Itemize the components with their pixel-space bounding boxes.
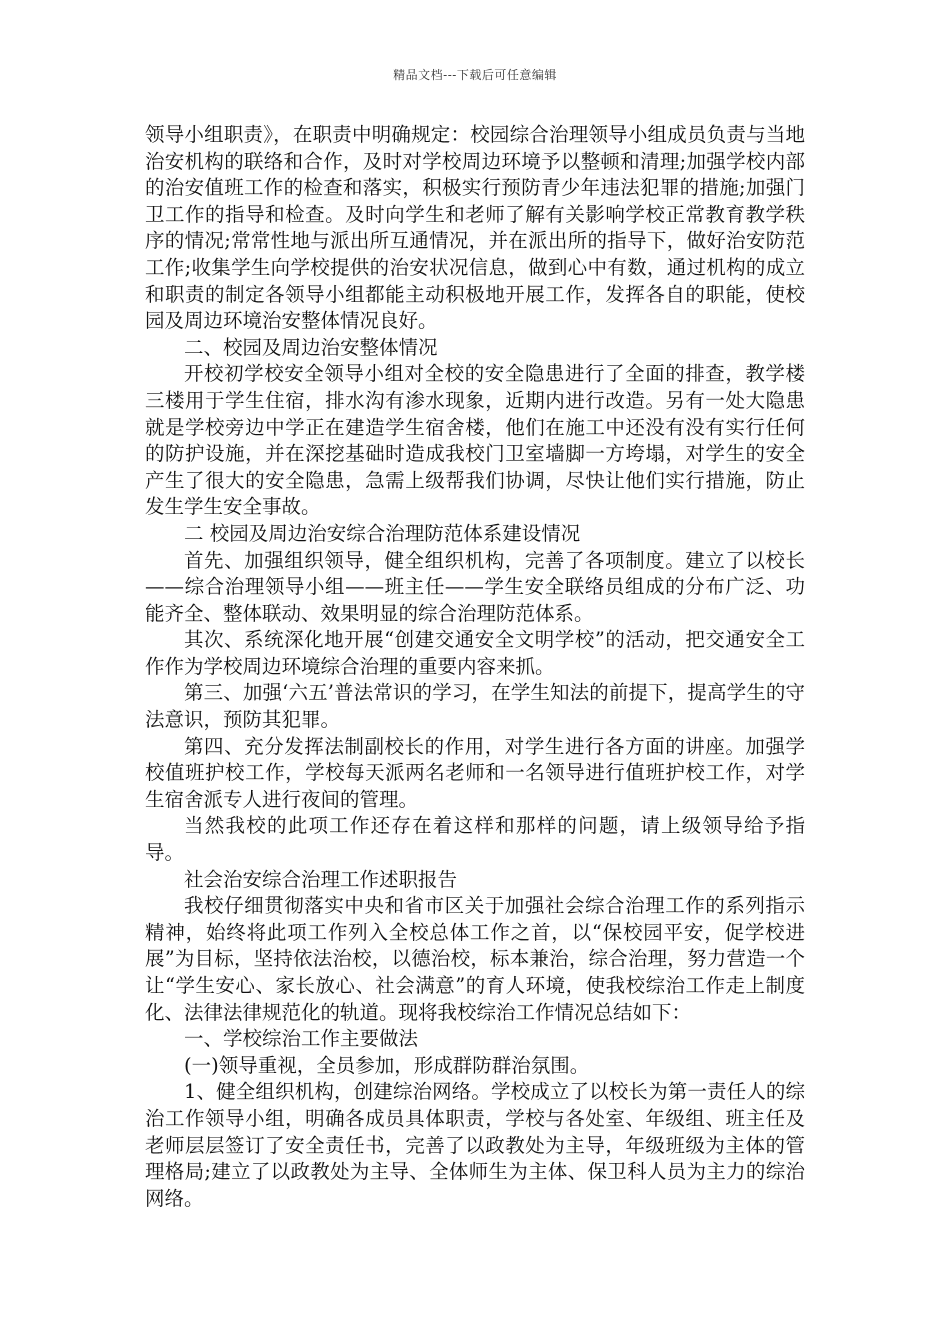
paragraph: 首先、加强组织领导，健全组织机构，完善了各项制度。建立了以校长——综合治理领导小组——班主任——学生安全联络员组成的分布广泛、功能齐全、整体联动、效果明显的综合治理防范体系。 [145, 548, 805, 625]
report-title: 社会治安综合治理工作述职报告 [184, 867, 458, 891]
paragraph: 第四、充分发挥法制副校长的作用，对学生进行各方面的讲座。加强学校值班护校工作，学校每天派两名老师和一名领导进行值班护校工作，对学生宿舍派专人进行夜间的管理。 [145, 734, 805, 811]
paragraph: 第三、加强‘六五’普法常识的学习，在学生知法的前提下，提高学生的守法意识，预防其犯罪。 [145, 681, 805, 732]
section-heading: 二 校园及周边治安综合治理防范体系建设情况 [184, 521, 581, 545]
paragraph: 1、健全组织机构，创建综治网络。学校成立了以校长为第一责任人的综治工作领导小组，明确各成员具体职责，学校与各处室、年级组、班主任及老师层层签订了安全责任书，完善了以政教处为主导，年级班级为主体的管理格局;建立了以政教处为主导、全体师生为主体、保卫科人员为主力的综治网络。 [145, 1080, 805, 1210]
subsection-heading: (一)领导重视，全员参加，形成群防群治氛围。 [184, 1053, 590, 1077]
paragraph: 领导小组职责》，在职责中明确规定：校园综合治理领导小组成员负责与当地治安机构的联络和合作，及时对学校周边环境予以整顿和清理;加强学校内部的治安值班工作的检查和落实，积极实行预防青少年违法犯罪的措施;加强门卫工作的指导和检查。及时向学生和老师了解有关影响学校正常教育教学秩序的情况;常常性地与派出所互通情况，并在派出所的指导下，做好治安防范工作;收集学生向学校提供的治安状况信息，做到心中有数，通过机构的成立和职责的制定各领导小组都能主动积极地开展工作，发挥各自的职能，使校园及周边环境治安整体情况良好。 [145, 123, 805, 333]
paragraph: 其次、系统深化地开展“创建交通安全文明学校”的活动，把交通安全工作作为学校周边环境综合治理的重要内容来抓。 [145, 628, 805, 678]
document-body [145, 122, 805, 1212]
section-heading: 一、学校综治工作主要做法 [184, 1027, 419, 1051]
section-heading: 二、校园及周边治安整体情况 [184, 335, 438, 359]
paragraph: 开校初学校安全领导小组对全校的安全隐患进行了全面的排查，教学楼三楼用于学生住宿，排水沟有渗水现象，近期内进行改造。另有一处大隐患就是学校旁边中学正在建造学生宿舍楼，他们在施工中还没有没有实行任何的防护设施，并在深挖基础时造成我校门卫室墙脚一方垮塌，对学生的安全产生了很大的安全隐患，急需上级帮我们协调，尽快让他们实行措施，防止发生学生安全事故。 [145, 362, 805, 519]
paragraph: 我校仔细贯彻落实中央和省市区关于加强社会综合治理工作的系列指示精神，始终将此项工作列入全校总体工作之首，以“保校园平安，促学校进展”为目标，坚持依法治校，以德治校，标本兼治，综合治理，努力营造一个让“学生安心、家长放心、社会满意”的育人环境，使我校综治工作走上制度化、法律法律规范化的轨道。现将我校综治工作情况总结如下： [145, 894, 805, 1024]
paragraph: 当然我校的此项工作还存在着这样和那样的问题，请上级领导给予指导。 [145, 814, 805, 865]
page-header: 精品文档---下载后可任意编辑 [393, 68, 557, 82]
